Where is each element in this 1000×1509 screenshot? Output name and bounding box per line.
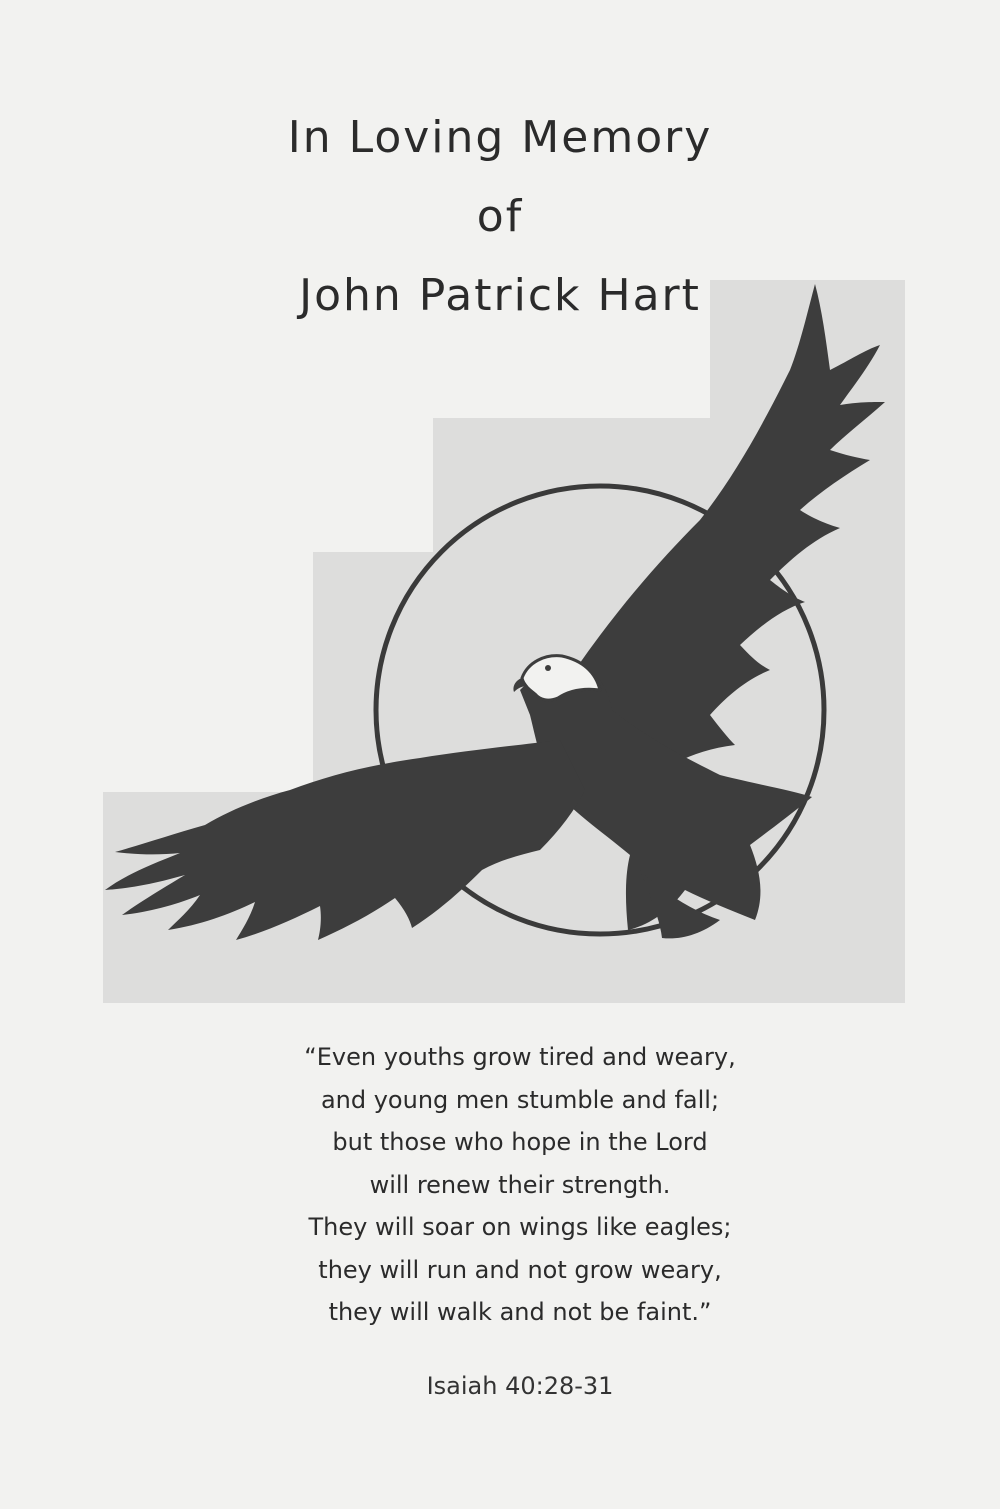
quote-line: They will soar on wings like eagles; bbox=[308, 1213, 732, 1241]
title-line-of: of bbox=[476, 191, 524, 242]
quote-line: they will walk and not be faint.” bbox=[328, 1298, 712, 1326]
quote-line: but those who hope in the Lord bbox=[332, 1128, 708, 1156]
title-line-name: John Patrick Hart bbox=[299, 270, 701, 321]
scripture-quote bbox=[0, 1036, 1000, 1334]
scripture-citation: Isaiah 40:28-31 bbox=[426, 1372, 614, 1400]
quote-line: and young men stumble and fall; bbox=[320, 1085, 720, 1114]
quote-line: they will run and not grow weary, bbox=[318, 1255, 722, 1284]
eagle-illustration bbox=[0, 270, 1000, 1030]
title-line-in-loving-memory: In Loving Memory bbox=[287, 112, 713, 163]
quote-line: will renew their strength. bbox=[369, 1170, 671, 1199]
quote-line: “Even youths grow tired and weary, bbox=[304, 1043, 736, 1071]
